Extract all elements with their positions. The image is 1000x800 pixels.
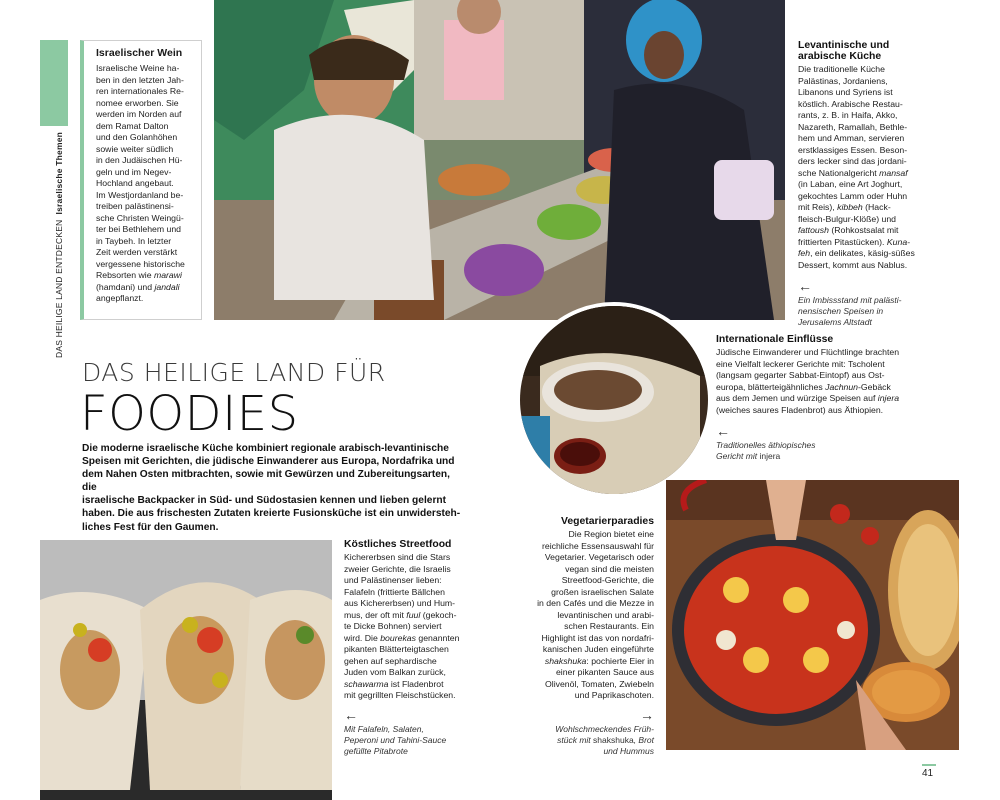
page-number-rule bbox=[922, 764, 936, 766]
caption-arrow-left-icon: ← bbox=[798, 278, 812, 294]
photo-shakshuka bbox=[666, 480, 959, 750]
page-number: 41 bbox=[922, 768, 934, 779]
levant-caption: Ein Imbissstand mit palästi- nensischen Speisen in Jerusalems Altstadt bbox=[798, 295, 902, 327]
levant-body: Die traditionelle Küche Palästinas, Jordaniens, Libanons und Syriens ist köstlich. Arabische Restau- rants, z. B. in Haifa, Akko, Nazareth, Ramallah, Bethle- hem und Amman, servieren erstklassiges Essen. Beson- ders lecker sind das jordani- sche Nationalgericht mansaf (in Laban, eine Art Joghurt, gekochtes Lamm oder Huhn mit Reis), kibbeh (Hack- fleisch-Bulgur-Klöße) und fattoush (Rohkostsalat mit frittierten Pitastücken). Kuna- feh, ein delikates, käsig-süßes Dessert, kommt aus Nablus. bbox=[798, 64, 915, 270]
intro-paragraph: Die moderne israelische Küche kombiniert regionale arabisch-levantinische Speisen mit Gerichten, die jüdische Einwanderer aus Europa, Nordafrika und dem Nahen Osten mitbrachten, sowie mit Gewürzen und Zubereitungsarten, die israelische Backpacker in Süd- und Südostasien kennen und lieben gelernt haben. Die aus frischesten Zutaten kreierte Fusionsküche ist ein unwidersteh- liches Fest für den Gaumen. bbox=[82, 443, 461, 533]
headline-kicker: DAS HEILIGE LAND FÜR bbox=[82, 358, 386, 387]
street-column bbox=[344, 539, 474, 757]
wine-title: Israelischer Wein bbox=[96, 47, 183, 59]
photo-injera-circle bbox=[516, 302, 712, 498]
topic-label: Israelische Themen bbox=[54, 131, 64, 215]
chapter-color-tab bbox=[40, 40, 68, 126]
wine-body: Israelische Weine ha- ben in den letzten Jah- ren internationales Re- nomee erworben. Sie werden im Norden auf dem Ramat Dalton und den Golanhöhen sowie weiter südlich in den Judäischen Hü- geln und im Negev- Hochland angebaut. Im Westjordanland be- treiben palästinensi- sche Christen Weingü- ter bei Bethlehem und in Taybeh. In letzter Zeit werden verstärkt vergessene historische Rebsorten wie marawi (hamdani) und jandali angepflanzt. bbox=[96, 63, 185, 303]
veg-caption: Wohlschmeckendes Früh- stück mit shakshuka, Brot und Hummus bbox=[555, 723, 654, 756]
intl-column bbox=[716, 334, 922, 462]
intl-caption: Traditionelles äthiopisches Gericht mit injera bbox=[716, 440, 816, 461]
veg-column bbox=[516, 516, 654, 757]
caption-arrow-left-icon: ← bbox=[716, 423, 730, 439]
street-caption: Mit Falafeln, Salaten, Peperoni und Tahini-Sauce gefüllte Pitabrote bbox=[344, 723, 447, 756]
levant-column bbox=[798, 40, 923, 328]
levant-title: Levantinische und arabische Küche bbox=[798, 40, 890, 62]
photo-pita-sandwiches bbox=[40, 540, 332, 800]
street-title: Köstliches Streetfood bbox=[344, 539, 452, 550]
photo-street-stall bbox=[214, 0, 785, 320]
street-body: Kichererbsen sind die Stars zweier Gerichte, die Israelis und Palästinenser lieben: Falafeln (frittierte Bällchen aus Kichererbsen) und Hum- mus, der oft mit fuul (gekoch- te Dicke Bohnen) serviert wird. Die bourekas genannten pikanten Blätterteigtaschen gehen auf sephardische Juden vom Balkan zurück, schawarma ist Fladenbrot mit gegrillten Fleischstücken. bbox=[344, 552, 460, 700]
intl-body: Jüdische Einwanderer und Flüchtlinge brachten eine Vielfalt leckerer Gerichte mit: Tscholent (langsam gegarter Sabbat-Eintopf) aus Ost- europa, blätterteigähnliches Jachnun-Gebäck aus dem Jemen und würzige Speisen auf injera (weiches saures Fladenbrot) aus Äthiopien. bbox=[716, 347, 900, 415]
veg-title: Vegetarierparadies bbox=[561, 516, 654, 527]
wine-sidebar-box bbox=[80, 40, 202, 320]
caption-arrow-right-icon: → bbox=[640, 706, 654, 723]
section-label: DAS HEILIGE LAND ENTDECKEN bbox=[54, 219, 64, 358]
caption-arrow-left-icon: ← bbox=[344, 706, 358, 723]
chapter-running-head bbox=[40, 130, 68, 370]
headline-title: FOODIES bbox=[80, 386, 299, 442]
veg-body: Die Region bietet eine reichliche Essensauswahl für Vegetarier. Vegetarisch oder vegan sind die meisten Streetfood-Gerichte, die großen israelischen Salate in den Cafés und die Mezze in levantinischen und arabi- schen Restaurants. Ein Highlight ist das von nordafri- kanischen Juden eingeführte shakshuka: pochierte Eier in einer pikanten Sauce aus Olivenöl, Tomaten, Zwiebeln und Paprikaschoten. bbox=[537, 529, 654, 700]
intl-title: Internationale Einflüsse bbox=[716, 334, 834, 345]
